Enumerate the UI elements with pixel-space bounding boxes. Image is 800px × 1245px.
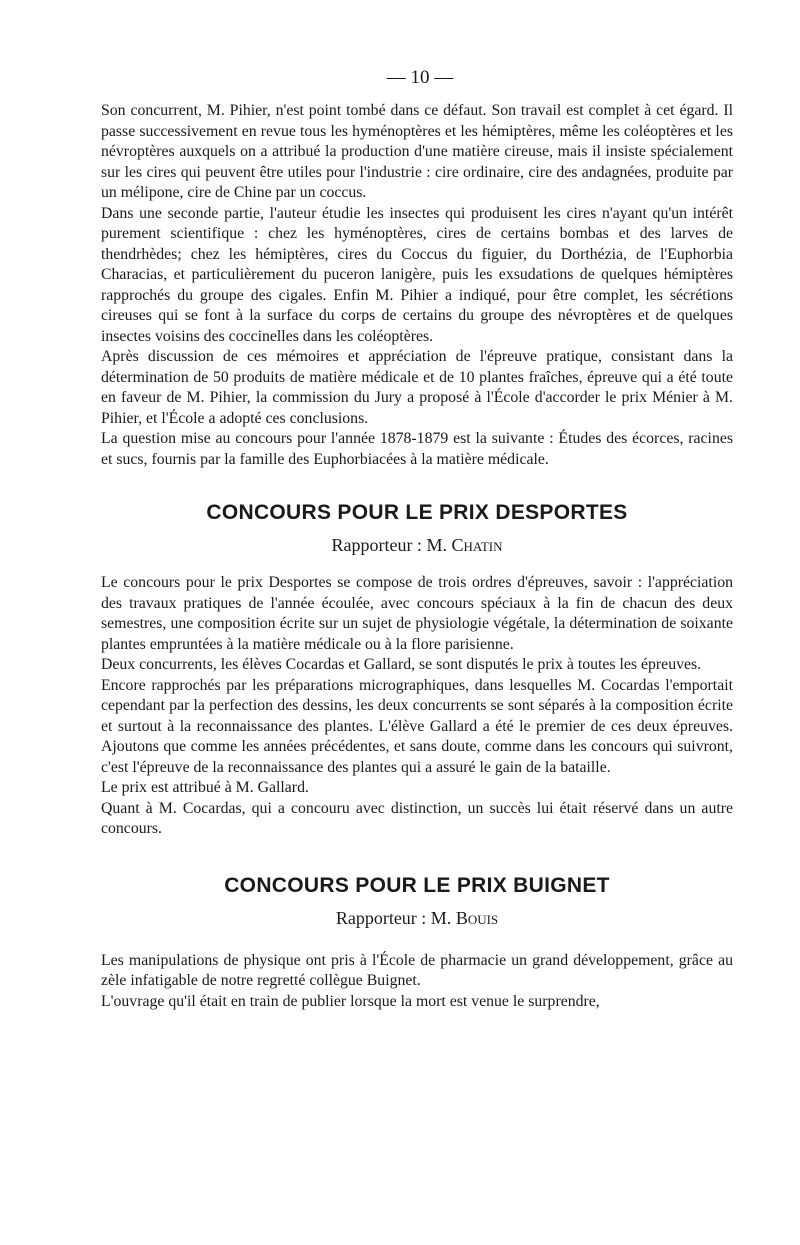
paragraph-jury-decision: Après discussion de ces mémoires et appréciation de l'épreuve pratique, consistant dans la détermination de 50 produits de matière médicale et de 10 plantes fraîches, épreuve qui a été toute en faveur de M. Pihier, la commission du Jury a proposé à l'École d'accorder le prix Ménier à M. Pihier, et l'École a adopté ces conclusions. — [101, 348, 733, 427]
page-number: — 10 — — [386, 67, 454, 88]
rapporteur-name: Bouis — [455, 907, 499, 928]
rapporteur-label: Rapporteur : M. — [331, 535, 447, 555]
section-title-buignet: CONCOURS POUR LE PRIX BUIGNET — [224, 873, 610, 897]
desportes-text — [101, 573, 733, 840]
paragraph-pihier-review: Son concurrent, M. Pihier, n'est point tombé dans ce défaut. Son travail est complet à cet égard. Il passe successivement en revue tous les hyménoptères et les hémiptères, même les coléoptères et les névroptères auxquels on a attribué la production d'une matière cireuse, mais il insiste spécialement sur les cires qui peuvent être utiles pour l'industrie : cire ordinaire, cire des andagnées, produite par un mélipone, cire de Chine par un coccus. — [101, 102, 733, 201]
rapporteur-label: Rapporteur : M. — [335, 907, 452, 928]
paragraph-physics-manipulations: Les manipulations de physique ont pris à l'École de pharmacie un grand développement, grâce au zèle infatigable de notre regretté collègue Buignet. — [101, 951, 733, 989]
rapporteur-name: Chatin — [451, 535, 503, 555]
paragraph-next-question: La question mise au concours pour l'année 1878-1879 est la suivante : Études des écorces, racines et sucs, fournis par la famille des Euphorbiacées à la matière médicale. — [101, 430, 733, 468]
paragraph-desportes-rules: Le concours pour le prix Desportes se compose de trois ordres d'épreuves, savoir : l'appréciation des travaux pratiques de l'année écoulée, avec concours spéciaux à la fin de chacun des deux semestres, une composition écrite sur un sujet de physiologie végétale, la détermination de soixante plantes empruntées à la matière médicale ou à la flore parisienne. — [101, 574, 733, 653]
paragraph-unfinished-work: L'ouvrage qu'il était en train de publier lorsque la mort est venue le surprendre, — [101, 992, 600, 1010]
section-title-desportes: CONCOURS POUR LE PRIX DESPORTES — [206, 501, 628, 524]
paragraph-second-part: Dans une seconde partie, l'auteur étudie les insectes qui produisent les cires n'ayant qu'un intérêt purement scientifique : chez les hyménoptères, cires de certains bombas et des larves de thendrhèdes; chez les hémiptères, cires du Coccus du figuier, du Dorthézia, de l'Euphorbia Characias, et particulièrement du puceron lanigère, puis les exsudations de quelques hémiptères rapprochés du groupe des cigales. Enfin M. Pihier a indiqué, pour être complet, les sécrétions cireuses qui se font à la surface du corps de certains du groupe des névroptères et de quelques insectes voisins des coccinelles dans les coléoptères. — [101, 204, 733, 345]
intro-text — [101, 101, 733, 470]
paragraph-two-competitors: Deux concurrents, les élèves Cocardas et Gallard, se sont disputés le prix à toutes les épreuves. — [101, 656, 702, 673]
paragraph-competition-detail: Encore rapprochés par les préparations micrographiques, dans lesquelles M. Cocardas l'emportait cependant par la perfection des dessins, les deux concurrents se sont séparés à la composition écrite et surtout à la reconnaissance des plantes. L'élève Gallard a été le premier de ces deux épreuves. Ajoutons que comme les années précédentes, et sans doute, comme dans les concours qui suivront, c'est l'épreuve de la reconnaissance des plantes qui a assuré le gain de la bataille. — [101, 676, 733, 776]
buignet-text — [101, 951, 733, 1013]
paragraph-prize-awarded: Le prix est attribué à M. Gallard. — [101, 779, 309, 796]
page — [101, 66, 733, 1012]
rapporteur-desportes — [101, 534, 733, 556]
rapporteur-buignet — [101, 907, 733, 929]
paragraph-cocardas: Quant à M. Cocardas, qui a concouru avec distinction, un succès lui était réservé dans un autre concours. — [101, 799, 733, 837]
